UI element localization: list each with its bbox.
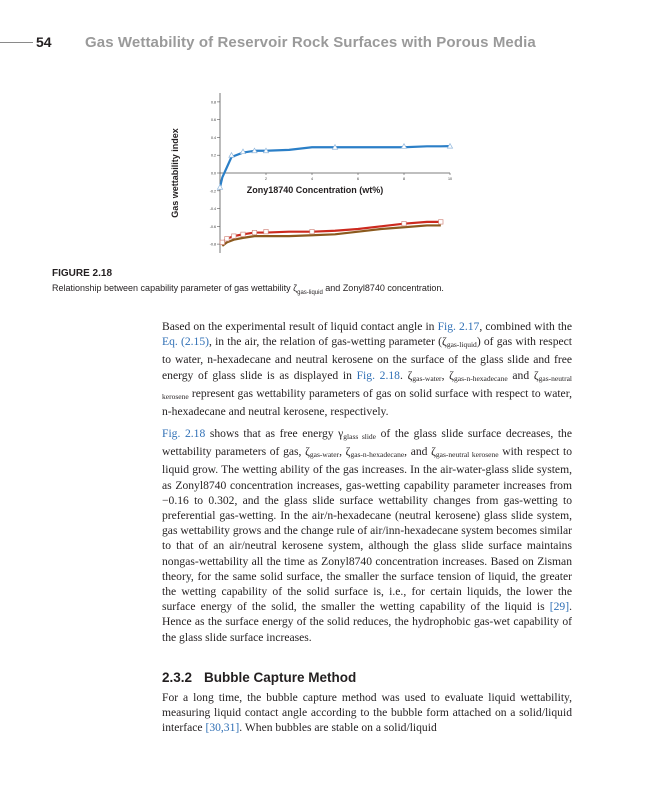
text: . Hence as the surface energy of the solid reduces, the hydrophobic gas-wet capability of the glass slide surface increases. <box>162 600 572 644</box>
hexadecane-marker <box>264 229 268 233</box>
text: For a long time, the bubble capture method was used to evaluate liquid wettability, measuring liquid contact angle according to the bubble form attached on a solid/liquid interface <box>162 691 572 735</box>
paragraph-2 <box>162 426 572 645</box>
subscript: gas-liquid <box>446 340 477 350</box>
paragraph-1 <box>162 319 572 419</box>
subscript: glass slide <box>343 432 377 441</box>
y-tick-label: 0.0 <box>211 171 216 176</box>
wettability-chart <box>160 85 460 260</box>
y-tick-label: -0.8 <box>209 242 216 247</box>
subscript: gas-n-hexadecane <box>350 450 405 460</box>
subscript: gas-neutral kerosene <box>435 450 499 460</box>
hexadecane-marker <box>439 220 443 224</box>
subscript: gas-neutral kerosene <box>162 373 572 401</box>
ref-fig-2-18[interactable]: Fig. 2.18 <box>356 368 400 382</box>
text: , in the air, the relation of gas-wetting parameter (ζ <box>208 335 447 349</box>
section-number: 2.3.2 <box>162 670 193 685</box>
figure-label: FIGURE 2.18 <box>52 268 113 279</box>
y-tick-label: -0.6 <box>209 224 216 229</box>
water-marker <box>401 144 406 149</box>
paragraph-3 <box>162 690 572 736</box>
subscript: gas-water <box>309 450 340 460</box>
x-axis-label: Zony18740 Concentration (wt%) <box>246 185 384 195</box>
hexadecane-marker <box>402 221 406 225</box>
ref-eq-2-15[interactable]: Eq. (2.15) <box>162 335 209 349</box>
hexadecane-marker <box>252 230 256 234</box>
y-tick-label: -0.2 <box>209 189 216 194</box>
section-title: Bubble Capture Method <box>204 670 357 685</box>
header-rule <box>0 42 33 43</box>
text: represent gas wettability parameters of gas on solid surface with respect to water, n-hexadecane and neutral kerosene, respectively. <box>162 386 572 419</box>
y-tick-label: 0.2 <box>211 153 216 158</box>
x-tick-label: 6 <box>357 177 359 181</box>
subscript: gas-water <box>412 373 442 383</box>
text: , ζ <box>339 445 351 459</box>
x-tick-label: 4 <box>311 177 313 181</box>
text: shows that as free energy γ <box>205 427 344 440</box>
running-title: Gas Wettability of Reservoir Rock Surfaces with Porous Media <box>85 34 536 51</box>
figure-caption <box>52 283 612 296</box>
text: , combined with the <box>479 320 572 333</box>
hexadecane-marker <box>241 232 245 236</box>
page-number: 54 <box>36 34 52 50</box>
y-tick-label: -0.4 <box>209 207 216 212</box>
hexadecane-marker <box>310 229 314 233</box>
text: Based on the experimental result of liquid contact angle in <box>162 320 438 333</box>
text: . ζ <box>399 368 413 382</box>
text: with respect to liquid grow. The wetting ability of the gas increases. In the air-water-glass slide system, as Zonyl8740 concentration increases, gas-wetting capability parameter increases from −0.16 to 0.302, and the glass slide surface wettability changes from gas-wetting to preferential gas-wetting. In the air/n-hexadecane (neutral kerosene) glass slide system, gas wettability grows and the change rule of air/inn-hexadecane system becomes similar to that of an air/neutral kerosene system, although the glass slide surface maintains nongas-wettability all the time as Zonyl8740 concentration increases. Based on Zisman theory, for the same solid surface, the smaller the surface tension of liquid, the greater the wetting capability of the solid surface is, i.e., for certain liquids, the lower the surface energy of the solid, the smaller the wetting capability of the liquid is <box>162 445 572 614</box>
caption-sub: gas-liquid <box>297 289 323 296</box>
section-heading <box>162 670 356 685</box>
caption-prefix: Relationship between capability parameter of gas wettability ζ <box>52 283 298 293</box>
ref-30-31[interactable]: [30,31] <box>205 721 240 735</box>
text: and ζ <box>507 368 539 382</box>
text: , ζ <box>441 368 454 382</box>
text: ) of gas with respect to water, n-hexadecane and neutral kerosene on the surface of the glass slide and free energy of glass slide is as displayed in <box>162 335 573 382</box>
water-marker <box>229 153 234 158</box>
series-line-neutral-kerosene <box>222 225 440 245</box>
text: of the glass slide surface decreases, the wettability parameters of gas, ζ <box>162 427 572 459</box>
ref-fig-2-18[interactable]: Fig. 2.18 <box>162 427 206 440</box>
x-tick-label: 8 <box>403 177 405 181</box>
text: , and ζ <box>404 445 436 459</box>
y-tick-label: 0.4 <box>211 135 216 140</box>
subscript: gas-n-hexadecane <box>453 373 508 383</box>
y-tick-label: 0.6 <box>211 118 216 123</box>
hexadecane-marker <box>220 240 224 244</box>
x-tick-label: 10 <box>448 177 452 181</box>
hexadecane-marker <box>232 234 236 238</box>
hexadecane-marker <box>225 237 229 241</box>
ref-fig-2-17[interactable]: Fig. 2.17 <box>437 320 480 333</box>
figure-2-18 <box>160 85 460 260</box>
ref-29[interactable]: [29] <box>549 600 570 614</box>
text: . When bubbles are stable on a solid/liquid <box>239 721 437 735</box>
y-axis-label: Gas wettability index <box>170 128 180 218</box>
water-marker <box>217 185 222 190</box>
y-tick-label: 0.8 <box>211 100 216 105</box>
x-tick-label: 2 <box>265 177 267 181</box>
caption-suffix: and Zonyl8740 concentration. <box>322 283 444 293</box>
